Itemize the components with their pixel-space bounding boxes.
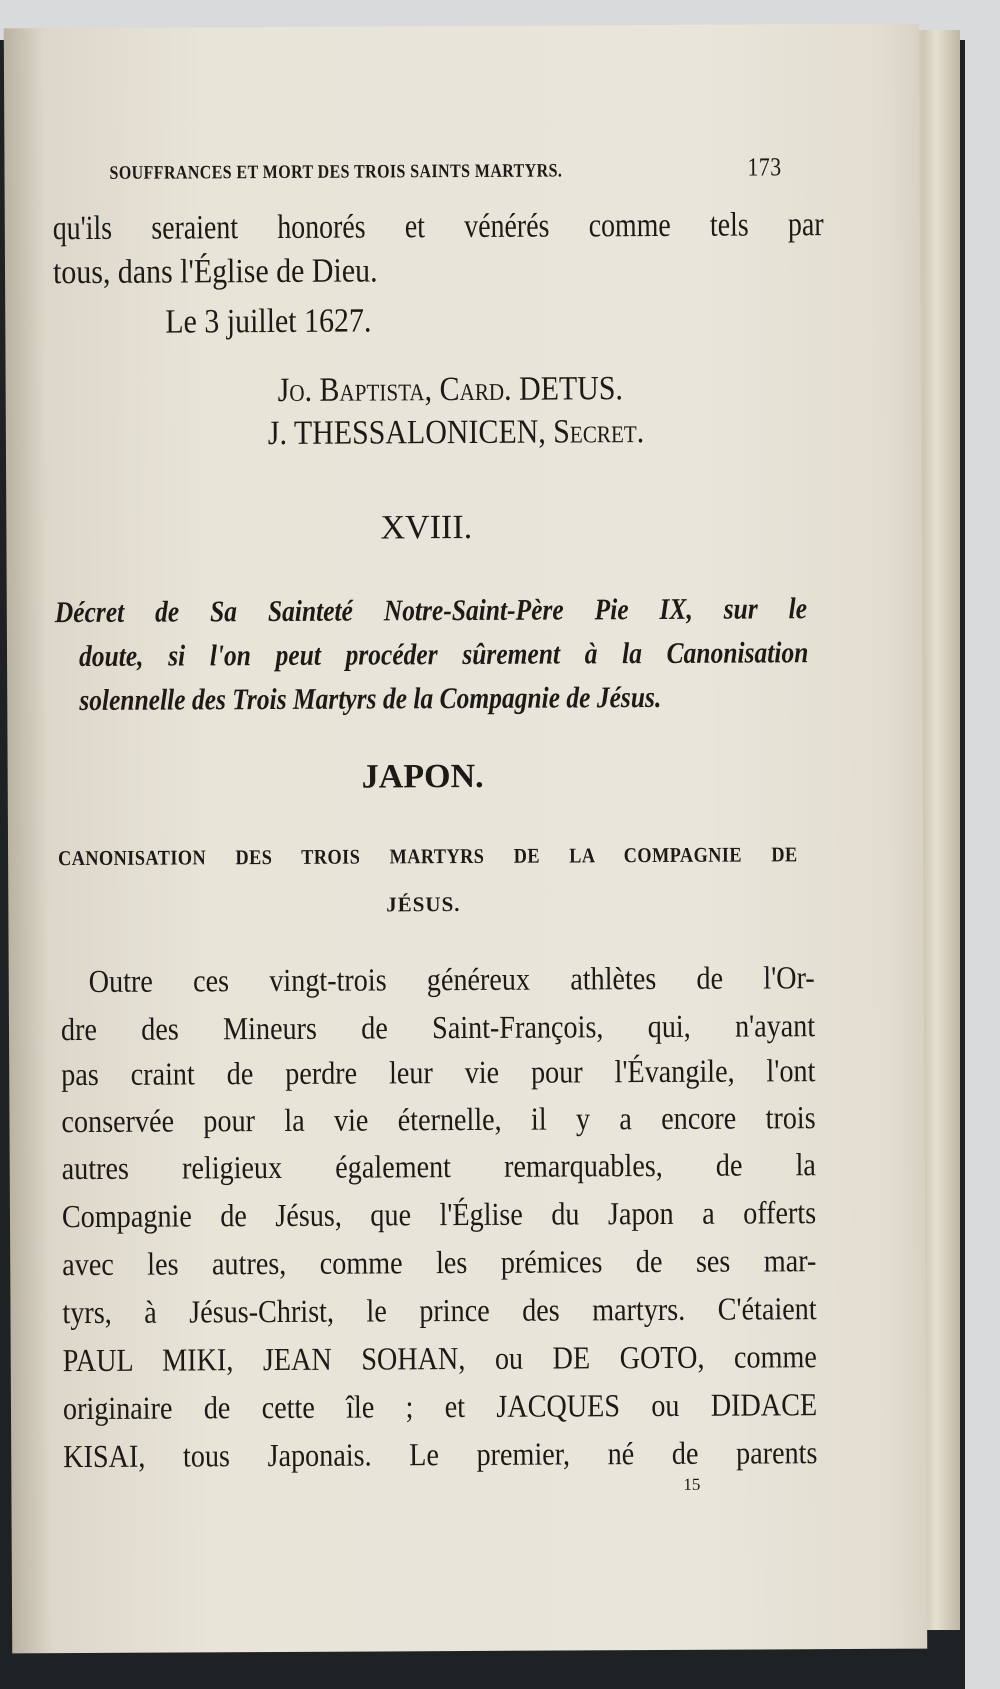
book-page xyxy=(4,24,927,1654)
body-line: KISAI, tous Japonais. Le premier, né de parents xyxy=(63,1434,818,1475)
body-line: Outre ces vingt-trois généreux athlètes de l'Or- xyxy=(88,959,815,999)
body-line: autres religieux également remarquables, de la xyxy=(61,1146,816,1187)
body-line: tyrs, à Jésus-Christ, le prince des martyrs. C'étaient xyxy=(62,1290,817,1331)
body-line: avec les autres, comme les prémices de ses mar- xyxy=(62,1242,817,1283)
body-line: conservée pour la vie éternelle, il y a encore trois xyxy=(61,1099,816,1140)
text-line: tous, dans l'Église de Dieu. xyxy=(52,252,378,292)
signature-mark: 15 xyxy=(683,1474,701,1494)
running-title: SOUFFRANCES ET MORT DES TROIS SAINTS MARTYRS. xyxy=(109,160,563,184)
signature-line: Jo. Baptista, Card. DETUS. xyxy=(277,370,624,409)
decree-title-line: doute, si l'on peut procéder sûrement à la Canonisation xyxy=(78,636,809,674)
section-number: XVIII. xyxy=(380,508,473,547)
decree-title-line: solennelle des Trois Martyrs de la Compagnie de Jésus. xyxy=(79,680,662,718)
date-line: Le 3 juillet 1627. xyxy=(165,302,372,341)
decree-title-line: Décret de Sa Sainteté Notre-Saint-Père Pie IX, sur le xyxy=(54,592,808,630)
subheading-line: CANONISATION DES TROIS MARTYRS DE LA COMPAGNIE DE xyxy=(58,842,798,871)
body-line: Compagnie de Jésus, que l'Église du Japon a offerts xyxy=(61,1194,817,1235)
subheading-line: JÉSUS. xyxy=(386,892,461,917)
running-header xyxy=(109,152,781,186)
body-line: dre des Mineurs de Saint-François, qui, n'ayant xyxy=(60,1007,816,1048)
body-line: pas craint de perdre leur vie pour l'Évangile, l'ont xyxy=(61,1052,816,1093)
signature-line: J. THESSALONICEN, Secret. xyxy=(267,413,645,453)
body-line: originaire de cette île ; et JACQUES ou DIDACE xyxy=(62,1386,818,1427)
body-line: PAUL MIKI, JEAN SOHAN, ou DE GOTO, comme xyxy=(62,1338,817,1379)
region-heading: JAPON. xyxy=(361,757,484,796)
page-number: 173 xyxy=(747,152,782,182)
text-line: qu'ils seraient honorés et vénérés comme tels par xyxy=(52,206,824,248)
